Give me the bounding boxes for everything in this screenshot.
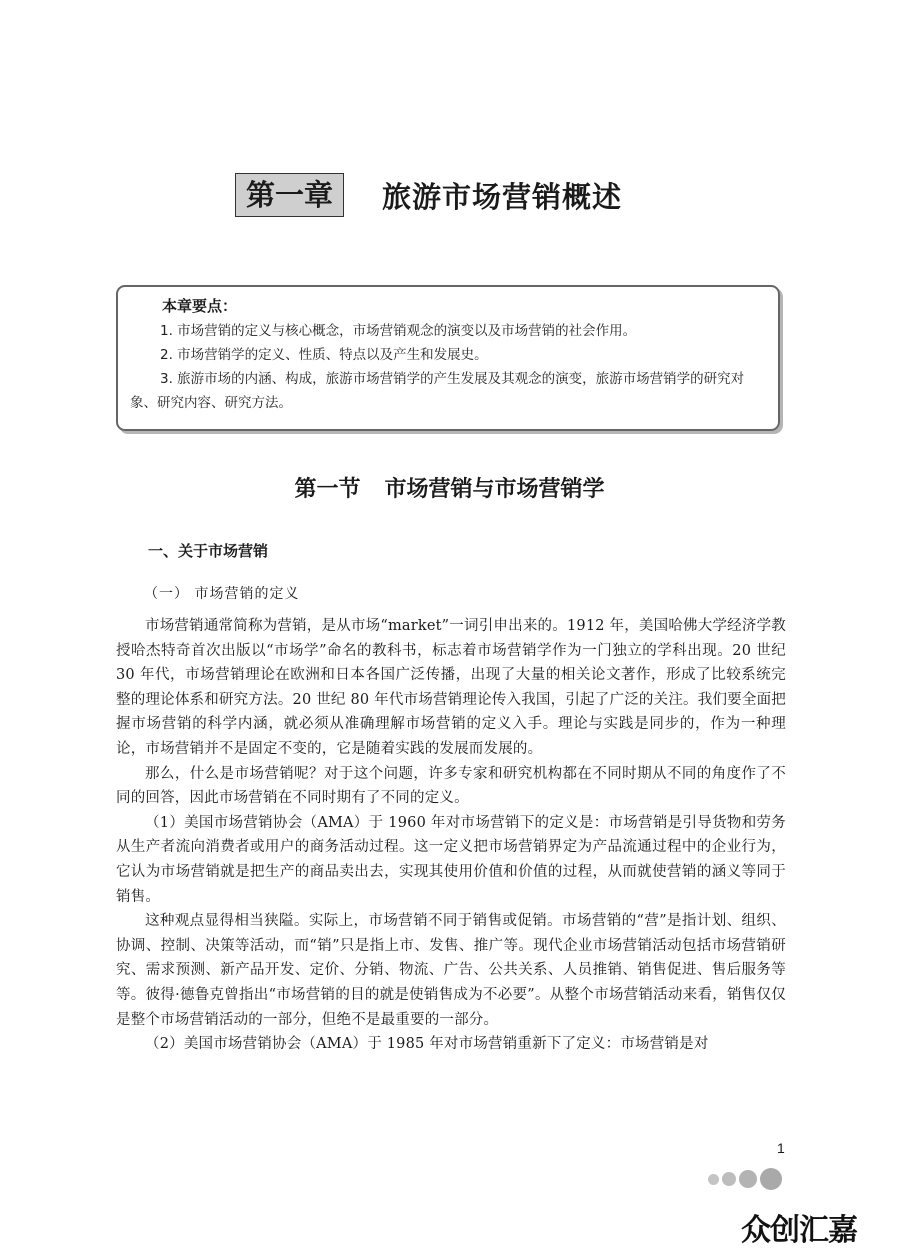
key-point-item: 2. 市场营销学的定义、性质、特点以及产生和发展史。 bbox=[160, 347, 488, 363]
key-point-item: 1. 市场营销的定义与核心概念，市场营销观念的演变以及市场营销的社会作用。 bbox=[160, 323, 637, 339]
key-points-heading: 本章要点： bbox=[162, 297, 238, 315]
watermark: 众创汇嘉 bbox=[741, 1213, 857, 1248]
subheading-1: 一、关于市场营销 bbox=[148, 542, 269, 560]
dot-icon bbox=[760, 1168, 782, 1190]
key-point-item: 3. 旅游市场的内涵、构成，旅游市场营销学的产生发展及其观念的演变，旅游市场营销学的研究对象、研究内容、研究方法。 bbox=[130, 371, 745, 411]
page-number: 1 bbox=[777, 1140, 785, 1156]
subheading-2: （一） 市场营销的定义 bbox=[144, 586, 300, 602]
key-points-box bbox=[116, 285, 780, 431]
chapter-title bbox=[235, 172, 622, 218]
paragraph: 市场营销通常简称为营销，是从市场“market”一词引申出来的。1912 年，美国哈佛大学经济学教授哈杰特奇首次出版以“市场学”命名的教科书，标志着市场营销学作为一门独立的学科出现。20 世纪 30 年代，市场营销理论在欧洲和日本各国广泛传播，出现了大量的相关论文著作，形成了比较系统完整的理论体系和研究方法。20 世纪 80 年代市场营销理论传入我国，引起了广泛的关注。我们要全面把握市场营销的科学内涵，就必须从准确理解市场营销的定义入手。理论与实践是同步的，作为一种理论，市场营销并不是固定不变的，它是随着实践的发展而发展的。 bbox=[116, 618, 786, 757]
section-title bbox=[0, 474, 899, 504]
chapter-name: 旅游市场营销概述 bbox=[382, 179, 623, 214]
paragraph: 那么，什么是市场营销呢？对于这个问题，许多专家和研究机构都在不同时期从不同的角度作了不同的回答，因此市场营销在不同时期有了不同的定义。 bbox=[116, 765, 786, 807]
dot-icon bbox=[708, 1174, 719, 1185]
dot-icon bbox=[739, 1170, 757, 1188]
paragraph: 这种观点显得相当狭隘。实际上，市场营销不同于销售或促销。市场营销的“营”是指计划、组织、协调、控制、决策等活动，而“销”只是指上市、发售、推广等。现代企业市场营销活动包括市场营销研究、需求预测、新产品开发、定价、分销、物流、广告、公共关系、人员推销、销售促进、售后服务等等。彼得·德鲁克曾指出“市场营销的目的就是使销售成为不必要”。从整个市场营销活动来看，销售仅仅是整个市场营销活动的一部分，但绝不是最重要的一部分。 bbox=[116, 913, 786, 1028]
paragraph: （1）美国市场营销协会（AMA）于 1960 年对市场营销下的定义是：市场营销是引导货物和劳务从生产者流向消费者或用户的商务活动过程。这一定义把市场营销界定为产品流通过程中的企业行为，它认为市场营销就是把生产的商品卖出去，实现其使用价值和价值的过程，从而就使营销的涵义等同于销售。 bbox=[116, 814, 786, 905]
section-number: 第一节 bbox=[294, 476, 361, 502]
paragraph: （2）美国市场营销协会（AMA）于 1985 年对市场营销重新下了定义：市场营销是对 bbox=[145, 1036, 709, 1053]
decorative-dots bbox=[708, 1168, 785, 1190]
section-name: 市场营销与市场营销学 bbox=[384, 476, 605, 502]
chapter-label: 第一章 bbox=[235, 173, 344, 217]
dot-icon bbox=[722, 1172, 736, 1186]
body-text bbox=[116, 614, 786, 1057]
